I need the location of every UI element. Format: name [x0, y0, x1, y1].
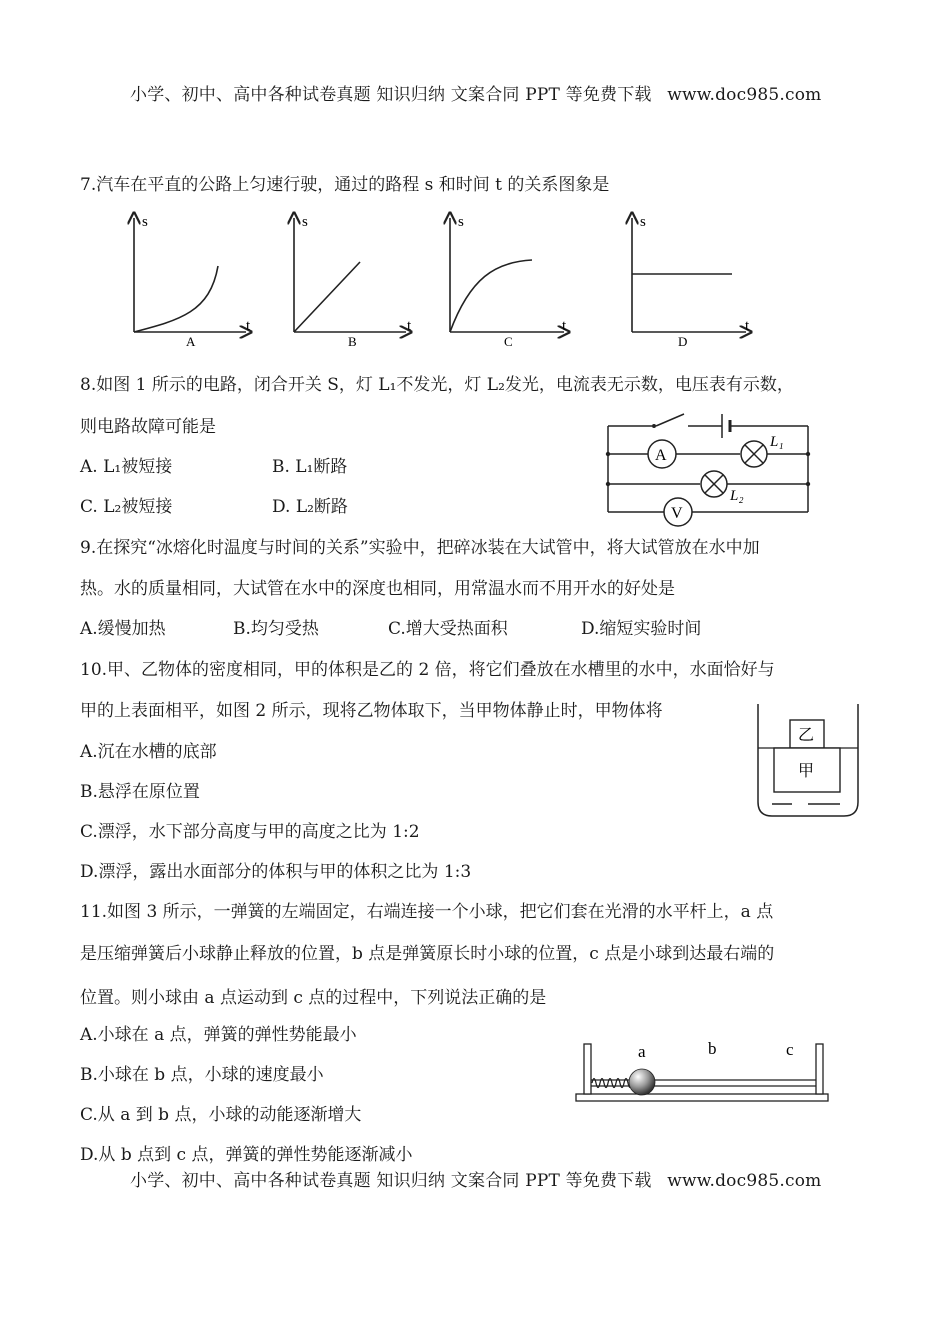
q10-tank-figure — [752, 700, 864, 824]
graph-b-s-label: s — [302, 214, 308, 230]
q9-stem-line2: 热。水的质量相同，大试管在水中的深度也相同，用常温水而不用开水的好处是 — [80, 579, 675, 599]
graph-d — [632, 214, 750, 348]
point-a-label: a — [638, 1042, 646, 1061]
left-wall — [584, 1044, 591, 1094]
graph-b-label: B — [348, 334, 357, 348]
block-jia-label: 甲 — [798, 763, 815, 780]
q10-option-b[interactable]: B.悬浮在原位置 — [80, 782, 200, 802]
graph-c-curve — [450, 260, 532, 332]
graph-d-label: D — [678, 334, 688, 348]
q8-option-c[interactable]: C. L₂被短接 — [80, 497, 173, 517]
graph-d-t-label: t — [745, 318, 750, 334]
right-wall — [816, 1044, 823, 1094]
graph-a-label: A — [186, 334, 196, 348]
q9-option-b[interactable]: B.均匀受热 — [233, 619, 319, 639]
q11-spring-figure — [572, 1036, 836, 1108]
header-text: 小学、初中、高中各种试卷真题 知识归纳 文案合同 PPT 等免费下载 — [130, 85, 652, 105]
q11-option-c[interactable]: C.从 a 到 b 点，小球的动能逐渐增大 — [80, 1105, 362, 1125]
point-c-label: c — [786, 1040, 794, 1059]
q9-option-c[interactable]: C.增大受热面积 — [388, 619, 508, 639]
graph-c-label: C — [504, 334, 513, 348]
graph-a-curve — [134, 266, 218, 332]
graph-b-t-label: t — [407, 318, 412, 334]
block-yi-label: 乙 — [798, 727, 815, 744]
q10-stem-line1: 10.甲、乙物体的密度相同，甲的体积是乙的 2 倍，将它们叠放在水槽里的水中，水面恰好与 — [80, 660, 775, 680]
ammeter-label: A — [655, 447, 667, 464]
graph-b-line — [294, 262, 360, 332]
q11-stem-line1: 11.如图 3 所示，一弹簧的左端固定，右端连接一个小球，把它们套在光滑的水平杆上，a 点 — [80, 902, 774, 922]
q8-stem-line2: 则电路故障可能是 — [80, 417, 216, 437]
q11-stem-line3: 位置。则小球由 a 点运动到 c 点的过程中，下列说法正确的是 — [80, 988, 547, 1008]
graph-a — [134, 214, 251, 348]
graph-c — [450, 214, 567, 348]
switch — [656, 414, 684, 426]
ball — [629, 1069, 655, 1095]
q10-option-d[interactable]: D.漂浮，露出水面部分的体积与甲的体积之比为 1:3 — [80, 862, 472, 882]
q10-option-c[interactable]: C.漂浮，水下部分高度与甲的高度之比为 1:2 — [80, 822, 420, 842]
lamp-l1-label: L₁ — [770, 434, 784, 450]
q10-option-a[interactable]: A.沉在水槽的底部 — [80, 742, 217, 762]
graph-a-s-label: s — [142, 214, 148, 230]
q11-option-a[interactable]: A.小球在 a 点，弹簧的弹性势能最小 — [80, 1025, 357, 1045]
q11-stem-line2: 是压缩弹簧后小球静止释放的位置，b 点是弹簧原长时小球的位置，c 点是小球到达最右端的 — [80, 944, 775, 964]
footer-text: 小学、初中、高中各种试卷真题 知识归纳 文案合同 PPT 等免费下载 — [130, 1171, 652, 1191]
graph-d-s-label: s — [640, 214, 646, 230]
page-footer — [130, 1166, 821, 1191]
q9-stem-line1: 9.在探究“冰熔化时温度与时间的关系”实验中，把碎冰装在大试管中，将大试管放在水中加 — [80, 538, 760, 558]
graph-b — [294, 214, 412, 348]
q9-option-d[interactable]: D.缩短实验时间 — [581, 619, 702, 639]
graph-c-t-label: t — [562, 318, 567, 334]
q8-option-d[interactable]: D. L₂断路 — [272, 497, 348, 517]
q7-graphs — [110, 208, 770, 348]
graph-a-t-label: t — [246, 318, 251, 334]
q9-option-a[interactable]: A.缓慢加热 — [80, 619, 166, 639]
q8-option-b[interactable]: B. L₁断路 — [272, 457, 348, 477]
q8-stem-line1: 8.如图 1 所示的电路，闭合开关 S，灯 L₁不发光，灯 L₂发光，电流表无示数，电压表有示数， — [80, 375, 794, 395]
footer-url[interactable]: www.doc985.com — [667, 1171, 822, 1191]
header-url[interactable]: www.doc985.com — [667, 85, 822, 105]
q8-circuit-figure — [600, 408, 820, 532]
q8-option-a[interactable]: A. L₁被短接 — [80, 457, 173, 477]
q11-option-b[interactable]: B.小球在 b 点，小球的速度最小 — [80, 1065, 324, 1085]
point-b-label: b — [708, 1039, 717, 1058]
page-header — [130, 80, 821, 105]
base-plate — [576, 1094, 828, 1101]
q10-stem-line2: 甲的上表面相平，如图 2 所示，现将乙物体取下，当甲物体静止时，甲物体将 — [80, 701, 663, 721]
lamp-l2-label: L₂ — [730, 488, 744, 504]
q7-stem: 7.汽车在平直的公路上匀速行驶，通过的路程 s 和时间 t 的关系图象是 — [80, 175, 610, 195]
voltmeter-label: V — [671, 505, 683, 522]
graph-c-s-label: s — [458, 214, 464, 230]
q11-option-d[interactable]: D.从 b 点到 c 点，弹簧的弹性势能逐渐减小 — [80, 1145, 413, 1165]
